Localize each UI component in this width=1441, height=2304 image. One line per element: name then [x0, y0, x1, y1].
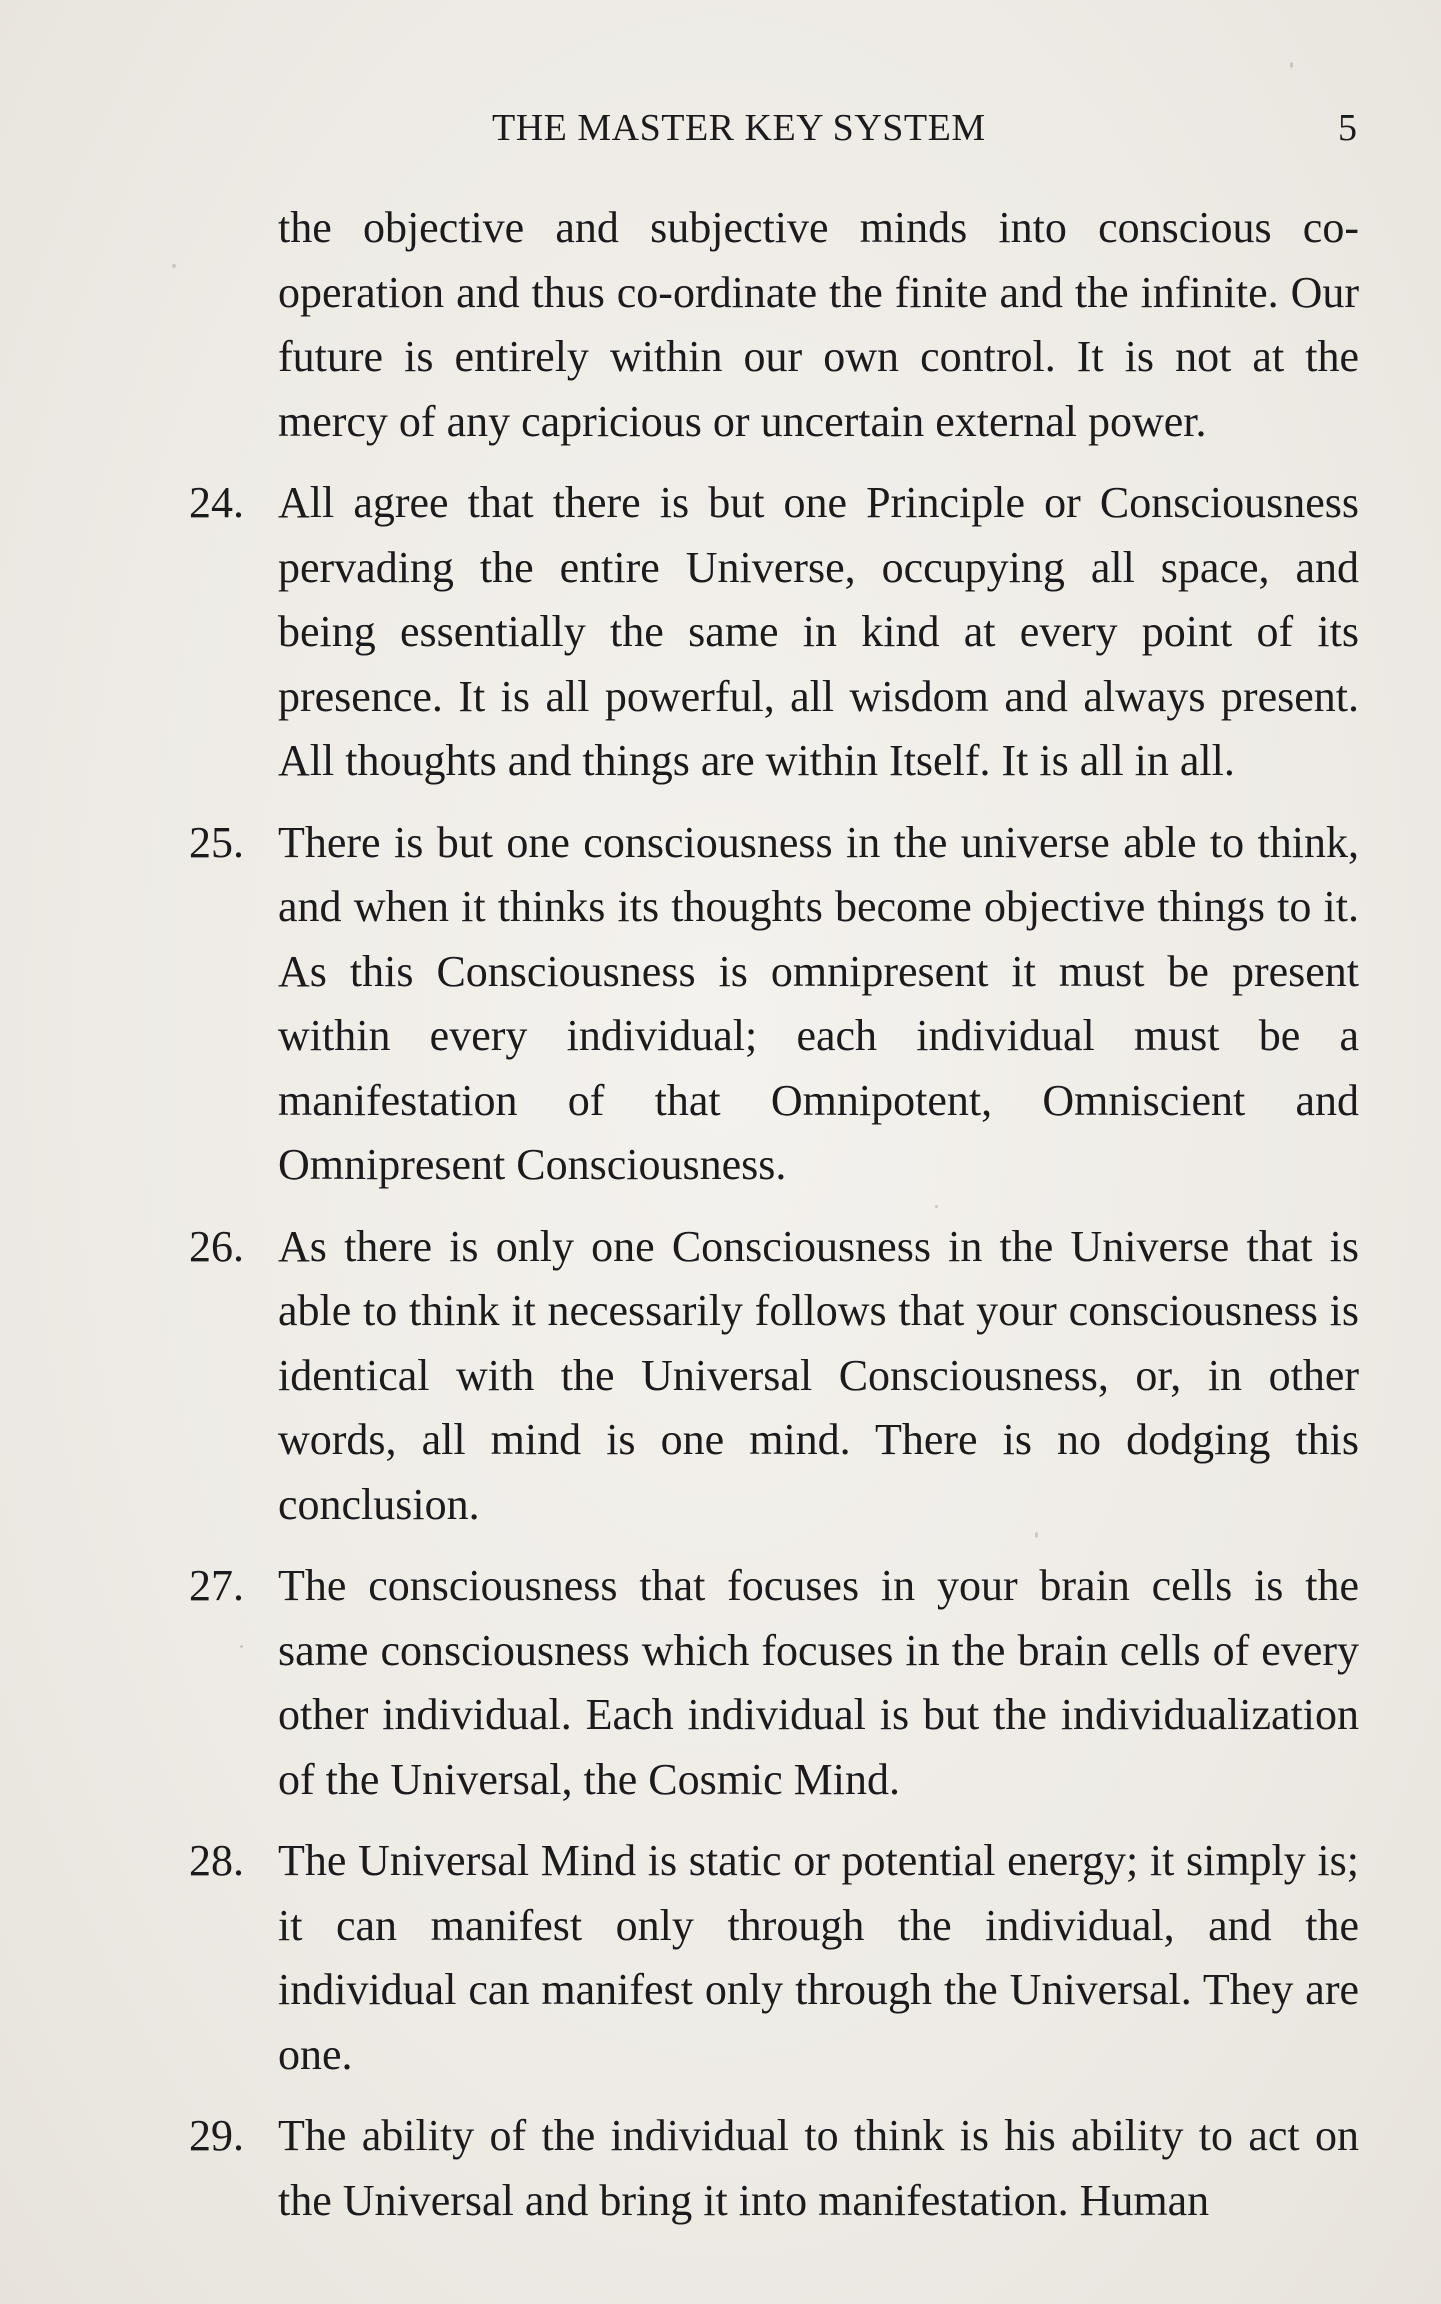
paragraph-28	[189, 1829, 1359, 2087]
paragraph-number: 27.	[189, 1561, 244, 1610]
paper-speck	[1035, 1532, 1038, 1538]
paragraph-text: the objective and subjective minds into conscious co-operation and thus co-ordinate the finite and the infinite. Our future is entirely within our own control. It is not at the mercy of any capricious or uncertain external power.	[278, 203, 1359, 446]
paragraph-27	[189, 1554, 1359, 1812]
running-header	[0, 104, 1441, 152]
paragraph-24	[189, 471, 1359, 794]
paragraph-number: 26.	[189, 1221, 244, 1271]
paragraph-text: There is but one consciousness in the universe able to think, and when it thinks its thoughts become objective things to it. As this Consciousness is omnipresent it must be present within every individual; each individual must be a manifestation of that Omnipotent, Omniscient and Omnipresent Consciousness.	[278, 817, 1359, 1189]
paper-speck	[172, 264, 176, 268]
paper-speck	[240, 1645, 243, 1648]
running-head-title: THE MASTER KEY SYSTEM	[492, 107, 986, 149]
paragraph-number: 24.	[189, 478, 244, 527]
paragraph-29	[189, 2104, 1359, 2233]
paragraph-number: 25.	[189, 817, 244, 867]
paper-speck	[935, 1205, 938, 1208]
paragraph-26	[189, 1215, 1359, 1538]
paragraph-text: The consciousness that focuses in your brain cells is the same consciousness which focuses in the brain cells of every other individual. Each individual is but the individualization of the Universal, the Cosmic Mind.	[278, 1561, 1359, 1804]
paragraph-text: As there is only one Consciousness in the Universe that is able to think it necessarily follows that your consciousness is identical with the Universal Consciousness, or, in other words, all mind is one mind. There is no dodging this conclusion.	[278, 1221, 1359, 1529]
paragraph-continued	[189, 196, 1359, 454]
body-text	[189, 196, 1359, 2250]
paragraph-text: All agree that there is but one Principle or Consciousness pervading the entire Universe, occupying all space, and being essentially the same in kind at every point of its presence. It is all powerful, all wisdom and always present. All thoughts and things are within Itself. It is all in all.	[278, 478, 1359, 785]
page-number: 5	[1338, 107, 1357, 149]
paper-speck	[1290, 62, 1293, 68]
paragraph-text: The ability of the individual to think is his ability to act on the Universal and bring it into manifestation. Human	[278, 2111, 1359, 2225]
paragraph-number: 29.	[189, 2111, 244, 2160]
paragraph-number: 28.	[189, 1836, 244, 1885]
paragraph-25	[189, 811, 1359, 1198]
paragraph-text: The Universal Mind is static or potential energy; it simply is; it can manifest only through the individual, and the individual can manifest only through the Universal. They are one.	[278, 1836, 1359, 2079]
